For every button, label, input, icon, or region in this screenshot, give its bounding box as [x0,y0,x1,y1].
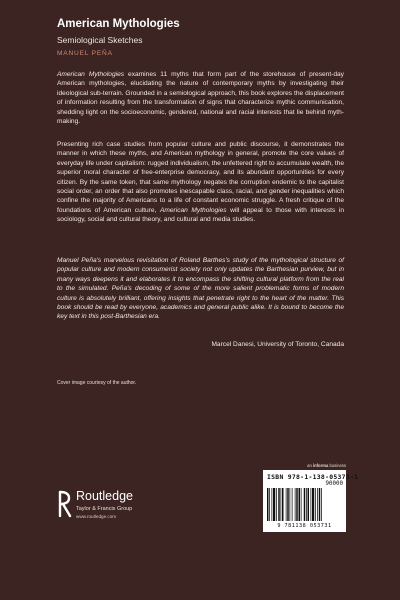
informa-suffix: business [328,463,346,468]
barcode-bars-icon [267,488,342,521]
blurb-p2-start: Presenting rich case studies from popular culture and public discourse, it demonstrates the manner in which these myths, and American mythology in general, promote the core values of everyday life under capitalism: rugged individualism, the unfettered right to accumulate wealth, the superior moral character of free-enterprise democracy, and its abundant opportunities for every citizen. By the same token, that same mythology negates the corruption endemic to the capitalist social order, an order that also promotes inescapable class, racial, and gender inequalities which confine the majority of Americans to a life of constant economic struggle. A fresh critique of the foundations of American culture, [57,141,344,214]
blurb-title-italic: American Mythologies [57,71,125,78]
blurb-p2-title-italic: American Mythologies [160,206,227,214]
book-subtitle: Semiological Sketches [57,35,143,45]
book-title: American Mythologies [57,18,180,30]
barcode-box [263,470,359,532]
review-quote: Manuel Peña's marvelous revisitation of Roland Barthes's study of the mythological structure of popular culture and modern consumerist society not only updates the Barthesian purview, but in many ways deepens it and elaborates it to encompass the shifting cultural platform from the real to the simulated. Peña's decoding of some of the more salient problematic forms of modern culture is absolutely brilliant, offering insights that penetrate right to the heart of the matter. This book should be read by everyone, academics and general public alike. It is bound to become the key text in this post-Barthesian era. [57,257,344,321]
price-code: 90000 [325,481,343,487]
book-author: MANUEL PEÑA [57,50,113,57]
routledge-logo-icon [57,489,73,519]
cover-credit: Cover image courtesy of the author. [57,380,137,386]
blurb-paragraph-1 [57,70,344,126]
publisher-url: www.routledge.com [76,514,117,519]
publisher-group: Taylor & Francis Group [76,506,133,512]
informa-tagline [258,463,346,468]
review-attribution: Marcel Danesi, University of Toronto, Canada [211,341,344,348]
informa-brand: informa [312,463,329,468]
barcode-digits: 9 781138 053731 [277,523,332,529]
isbn-text: ISBN 978-1-138-05373-1 [267,473,359,481]
blurb-p2-end: will appeal to those with interests in sociology, social and cultural theory, and cultural and media studies. [57,206,344,224]
blurb-p1-text: examines 11 myths that form part of the storehouse of present-day American mythologies, elucidating the nature of contemporary myths by investigating their ideological sub-terrain. Grounded in a semiological approach, this book explores the displacement of information resulting from the transformation of signs that characterize mythic communication, shedding light on the socioeconomic, gendered, national and racial interests that lie behind myth-making. [57,71,344,126]
informa-prefix: an [307,463,313,468]
blurb-paragraph-2 [57,140,344,225]
publisher-name: Routledge [76,489,133,503]
